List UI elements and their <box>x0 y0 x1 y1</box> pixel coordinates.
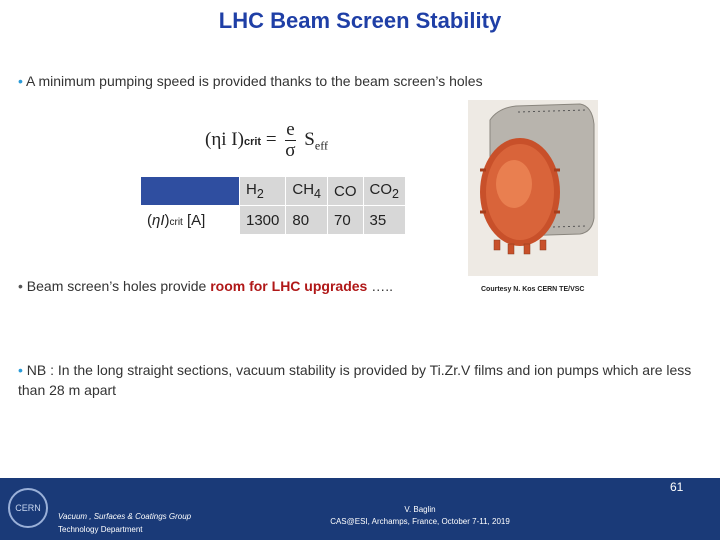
formula-lhs-sub: crit <box>243 135 262 148</box>
formula-rhs-sub: eff <box>314 138 328 153</box>
formula-rhs: S <box>304 128 315 150</box>
critical-current-formula <box>205 120 328 161</box>
photo-credit: Courtesy N. Kos CERN TE/VSC <box>481 286 585 293</box>
critical-current-table <box>140 176 406 235</box>
bullet-text-suffix: ….. <box>367 278 393 294</box>
table-col-co2: $CO_2$ <box>363 177 405 206</box>
formula-equals: = <box>265 128 277 150</box>
beam-screen-photo <box>468 100 598 276</box>
bullet-dot: • <box>18 362 23 378</box>
table-cell: 80 <box>286 206 328 235</box>
table-row <box>141 206 406 235</box>
event-name: CAS@ESI, Archamps, France, October 7-11, 2019 <box>330 517 510 526</box>
table-col-ch4: $CH_4$ <box>286 177 328 206</box>
group-name: Vacuum , Surfaces & Coatings Group <box>58 512 192 521</box>
table-header-row <box>141 177 406 206</box>
bullet-nb-note <box>18 360 698 400</box>
formula-fraction <box>285 120 295 161</box>
slide-title: LHC Beam Screen Stability <box>218 8 502 33</box>
bullet-upgrades <box>18 278 393 294</box>
table-row-label: (ηI)crit [A] <box>141 206 240 235</box>
table-col-co: CO <box>328 177 364 206</box>
formula-denominator: σ <box>285 140 296 161</box>
bullet-dot: • <box>18 73 23 89</box>
bullet-text: A minimum pumping speed is provided thanks to the beam screen’s holes <box>26 73 483 89</box>
bullet-highlight: room for LHC upgrades <box>210 278 368 294</box>
beam-screen-illustration <box>468 100 598 276</box>
department-name: Technology Department <box>58 525 143 534</box>
formula-numerator: e <box>286 119 295 140</box>
table-cell: 35 <box>363 206 405 235</box>
author-name: V. Baglin <box>404 505 436 514</box>
bullet-dot: • <box>18 278 23 294</box>
table-corner <box>141 177 240 206</box>
table-cell: 70 <box>328 206 364 235</box>
table-cell: 1300 <box>240 206 286 235</box>
formula-lhs: (ηi I) <box>205 128 244 150</box>
table-col-h2: $H_2$ <box>240 177 286 206</box>
bullet-pumping-speed <box>18 73 483 89</box>
group-info <box>58 510 191 536</box>
bullet-text: NB : In the long straight sections, vacuum stability is provided by Ti.Zr.V films and ion pumps which are less than 28 m apart <box>18 362 692 398</box>
page-number: 61 <box>670 480 684 494</box>
cern-logo: CERN <box>8 488 48 528</box>
conference-info <box>300 504 540 528</box>
bullet-text-prefix: Beam screen’s holes provide <box>26 278 211 294</box>
